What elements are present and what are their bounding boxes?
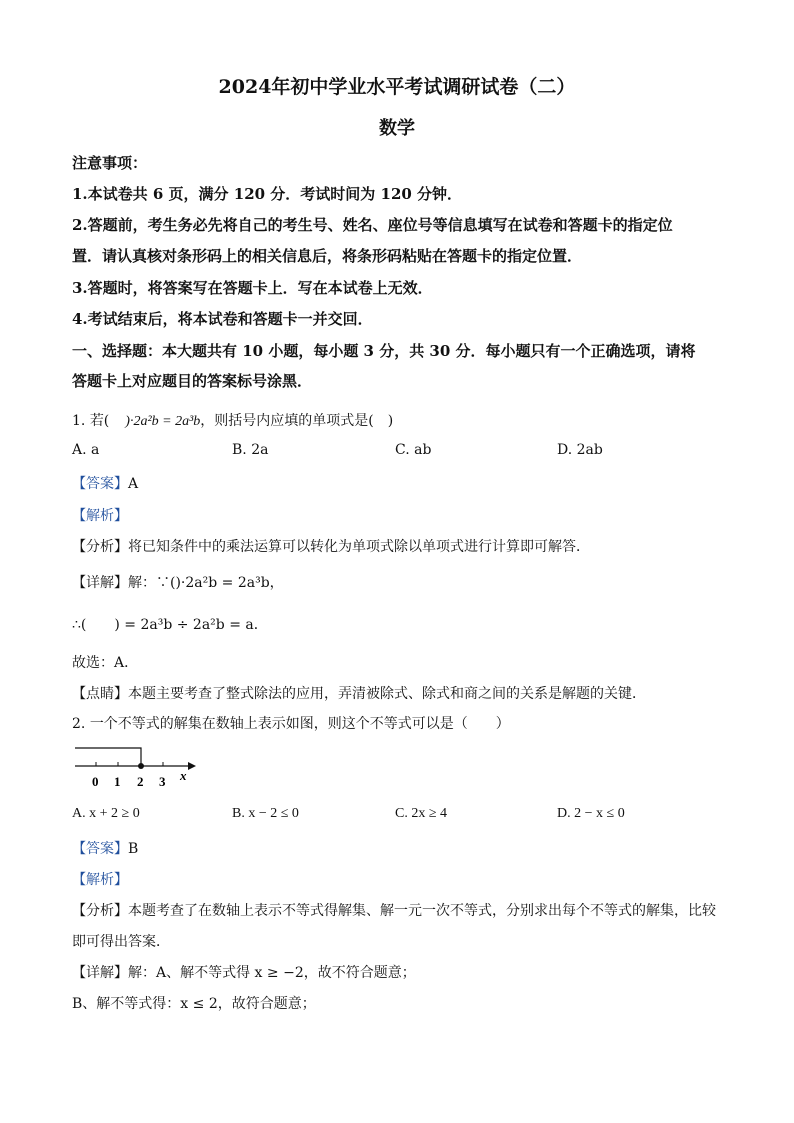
notice-item-3: 3.答题时，将答案写在答题卡上．写在本试卷上无效．	[72, 279, 433, 297]
solution-bracket	[75, 748, 141, 766]
notice-item-2: 2.答题前，考生务必先将自己的考生号、姓名、座位号等信息填写在试卷和答题卡的指定位	[72, 216, 673, 234]
q1-suffix: ，则括号内应填的单项式是( )	[200, 413, 394, 429]
q2-option-d: D. 2 − x ≤ 0	[557, 806, 625, 821]
q2-answer-value: B	[128, 841, 139, 857]
q1-stem	[72, 410, 393, 430]
number-line-figure	[70, 742, 200, 794]
tick-label-2: 2	[137, 774, 144, 789]
q1-fenxi-tag: 【分析】	[72, 539, 128, 555]
subject-title: 数学	[379, 118, 415, 139]
section-heading-line-2: 答题卡上对应题目的答案标号涂黑．	[72, 372, 313, 390]
q2-stem-text: 一个不等式的解集在数轴上表示如图，则这个不等式可以是（ ）	[89, 716, 510, 732]
q2-option-c: C. 2x ≥ 4	[395, 806, 448, 821]
q2-fenxi-tag: 【分析】	[72, 903, 128, 919]
tick-label-3: 3	[159, 774, 166, 789]
q2-detail-2: B、解不等式得：x ≤ 2，故符合题意；	[72, 996, 316, 1012]
tick-label-1: 1	[114, 774, 121, 789]
q1-option-b: B. 2a	[232, 442, 269, 458]
q1-fenxi	[72, 536, 590, 556]
solid-endpoint	[138, 763, 144, 769]
q2-fenxi-text-2: 即可得出答案．	[72, 934, 170, 950]
q2-number: 2.	[72, 716, 86, 732]
q2-detail-tag: 【详解】	[72, 965, 128, 981]
q1-detail-text: 解：∵()·2a²b = 2a³b，	[128, 575, 284, 591]
q1-option-a: A. a	[72, 442, 100, 458]
q2-fenxi	[72, 900, 716, 920]
notice-item-1: 1.本试卷共 6 页，满分 120 分．考试时间为 120 分钟．	[72, 185, 463, 203]
q2-analysis-tag: 【解析】	[72, 872, 128, 888]
q2-stem	[72, 713, 510, 733]
q2-detail-text: 解：A、解不等式得 x ≥ −2，故不符合题意；	[128, 965, 416, 981]
section-heading-line-1: 一、选择题：本大题共有 10 小题，每小题 3 分，共 30 分．每小题只有一个正确选项，请将	[72, 342, 696, 360]
notice-item-4: 4.考试结束后，将本试卷和答题卡一并交回．	[72, 310, 373, 328]
axis-variable: x	[180, 768, 187, 783]
q1-step2: ∴( ) = 2a³b ÷ 2a²b = a．	[72, 617, 268, 633]
q2-option-b: B. x − 2 ≤ 0	[232, 806, 299, 821]
notice-item-2-cont: 置．请认真核对条形码上的相关信息后，将条形码粘贴在答题卡的指定位置．	[72, 247, 583, 265]
q1-answer-tag: 【答案】	[72, 476, 128, 492]
q1-number: 1.	[72, 413, 86, 429]
q1-option-c: C. ab	[395, 442, 432, 458]
q1-answer-value: A	[128, 476, 139, 492]
q2-option-a: A. x + 2 ≥ 0	[72, 806, 140, 821]
q2-detail	[72, 962, 416, 982]
axis-arrow	[188, 762, 196, 770]
q1-comment-tag: 【点睛】	[72, 686, 128, 702]
q2-answer-tag: 【答案】	[72, 841, 128, 857]
q1-detail-tag: 【详解】	[72, 575, 128, 591]
q1-prefix: 若(	[89, 413, 110, 429]
q1-option-d: D. 2ab	[557, 442, 603, 458]
tick-label-0: 0	[92, 774, 99, 789]
q2-answer	[72, 838, 138, 858]
q1-comment-text: 本题主要考查了整式除法的应用，弄清被除式、除式和商之间的关系是解题的关键．	[128, 686, 646, 702]
q1-choice: 故选：A．	[72, 655, 139, 671]
q1-analysis-tag: 【解析】	[72, 508, 128, 524]
q1-fenxi-text: 将已知条件中的乘法运算可以转化为单项式除以单项式进行计算即可解答．	[128, 539, 590, 555]
q2-fenxi-text-1: 本题考查了在数轴上表示不等式得解集、解一元一次不等式，分别求出每个不等式的解集，比较	[128, 903, 716, 919]
q1-comment	[72, 683, 646, 703]
notice-heading: 注意事项：	[72, 154, 148, 172]
page-title: 2024年初中学业水平考试调研试卷（二）	[218, 76, 576, 98]
q1-equation: )·2a²b = 2a³b	[125, 414, 201, 429]
q1-detail	[72, 572, 284, 592]
q1-answer	[72, 473, 138, 493]
